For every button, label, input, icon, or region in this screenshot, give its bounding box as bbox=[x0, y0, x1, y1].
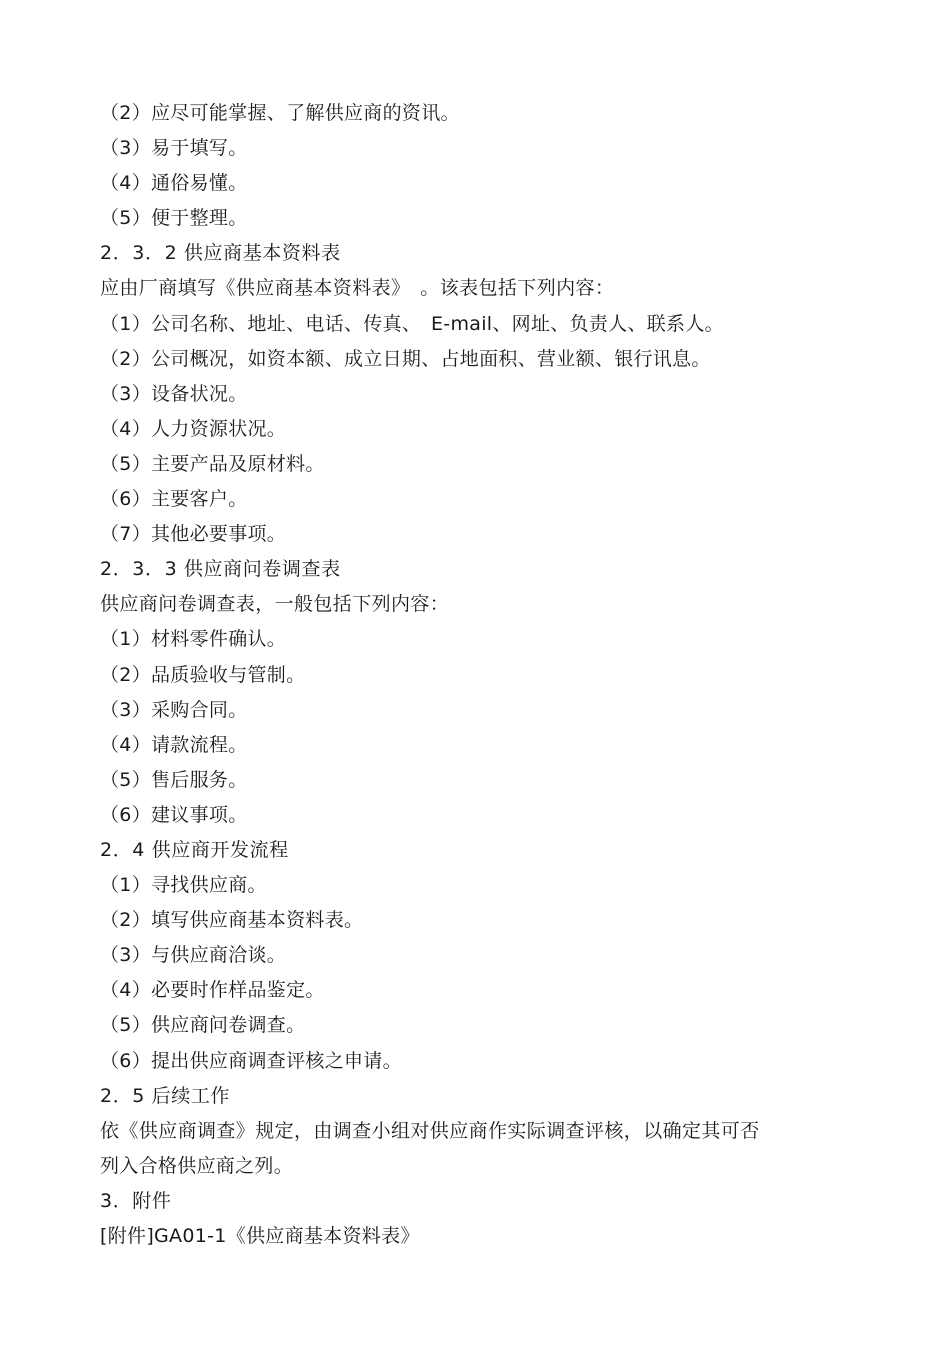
list-item: （2）填写供应商基本资料表。 bbox=[100, 909, 364, 932]
section-heading-2-5: 2．5 后续工作 bbox=[100, 1084, 231, 1107]
paragraph: 应由厂商填写《供应商基本资料表》 。该表包括下列内容： bbox=[100, 277, 615, 300]
list-item: （5）供应商问卷调查。 bbox=[100, 1014, 306, 1037]
paragraph: 供应商问卷调查表，一般包括下列内容： bbox=[100, 593, 450, 616]
list-item: （7）其他必要事项。 bbox=[100, 523, 287, 546]
paragraph-continuation: 列入合格供应商之列。 bbox=[100, 1154, 294, 1177]
list-item: （1）材料零件确认。 bbox=[100, 628, 287, 651]
list-item: （2）应尽可能掌握、了解供应商的资讯。 bbox=[100, 102, 460, 124]
list-item: （1）寻找供应商。 bbox=[100, 874, 267, 897]
paragraph: 依《供应商调查》规定，由调查小组对供应商作实际调查评核，以确定其可否 bbox=[100, 1119, 760, 1142]
list-item: （5）售后服务。 bbox=[100, 768, 248, 791]
list-item: （6）主要客户。 bbox=[100, 488, 248, 511]
list-item: （3）易于填写。 bbox=[100, 137, 248, 160]
list-item: （4）必要时作样品鉴定。 bbox=[100, 979, 325, 1002]
document-body bbox=[100, 96, 860, 1254]
attachment-reference: [附件]GA01-1《供应商基本资料表》 bbox=[100, 1225, 420, 1247]
list-item: （2）公司概况，如资本额、成立日期、占地面积、营业额、银行讯息。 bbox=[100, 347, 711, 370]
section-heading-2-3-3: 2．3．3 供应商问卷调查表 bbox=[100, 558, 341, 581]
list-item: （2）品质验收与管制。 bbox=[100, 663, 306, 686]
list-item: （5）便于整理。 bbox=[100, 207, 248, 230]
list-item: （1）公司名称、地址、电话、传真、 E-mail、网址、负责人、联系人。 bbox=[100, 312, 724, 335]
list-item: （4）通俗易懂。 bbox=[100, 172, 248, 195]
list-item: （4）人力资源状况。 bbox=[100, 417, 287, 440]
section-heading-2-4: 2．4 供应商开发流程 bbox=[100, 838, 289, 861]
list-item: （3）与供应商洽谈。 bbox=[100, 944, 287, 967]
list-item: （3）设备状况。 bbox=[100, 382, 248, 405]
list-item: （4）请款流程。 bbox=[100, 733, 248, 756]
list-item: （3）采购合同。 bbox=[100, 698, 248, 721]
section-heading-3: 3．附件 bbox=[100, 1189, 172, 1212]
list-item: （6）建议事项。 bbox=[100, 803, 248, 826]
list-item: （6）提出供应商调查评核之申请。 bbox=[100, 1049, 402, 1072]
section-heading-2-3-2: 2．3．2 供应商基本资料表 bbox=[100, 242, 341, 265]
list-item: （5）主要产品及原材料。 bbox=[100, 452, 325, 475]
